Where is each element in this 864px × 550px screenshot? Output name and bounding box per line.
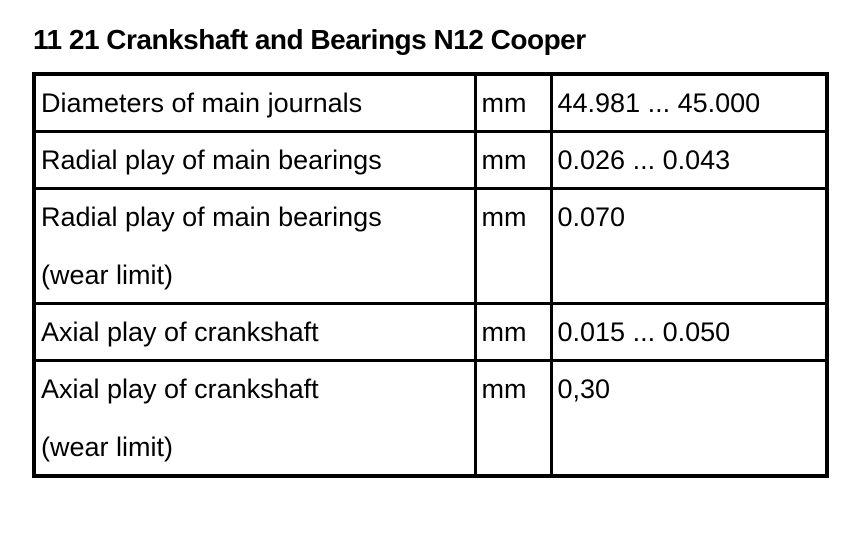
table-row (34, 304, 827, 361)
param-label: Diameters of main journals (41, 88, 363, 118)
param-cell (34, 361, 475, 477)
value-label: 0.026 ... 0.043 (557, 145, 731, 175)
unit-cell (475, 132, 551, 189)
table-row (34, 189, 827, 304)
param-label-line2: (wear limit) (41, 432, 173, 462)
value-label: 0.015 ... 0.050 (557, 317, 731, 347)
param-label: Axial play of crankshaft (41, 374, 319, 404)
value-label: 0.070 (557, 202, 626, 232)
value-cell (551, 304, 827, 361)
spec-table (32, 72, 829, 478)
unit-label: mm (481, 374, 527, 404)
param-cell (34, 189, 475, 304)
table-row (34, 361, 827, 477)
value-label: 0,30 (557, 374, 611, 404)
param-label-line2: (wear limit) (41, 260, 173, 290)
param-cell (34, 304, 475, 361)
value-cell (551, 74, 827, 132)
param-cell (34, 74, 475, 132)
table-row (34, 74, 827, 132)
value-cell (551, 189, 827, 304)
table-row (34, 132, 827, 189)
unit-cell (475, 361, 551, 477)
value-label: 44.981 ... 45.000 (557, 88, 761, 118)
unit-label: mm (481, 88, 527, 118)
param-cell (34, 132, 475, 189)
value-cell (551, 361, 827, 477)
param-label: Axial play of crankshaft (41, 317, 319, 347)
unit-cell (475, 304, 551, 361)
value-cell (551, 132, 827, 189)
unit-label: mm (481, 202, 527, 232)
page-title: 11 21 Crankshaft and Bearings N12 Cooper (33, 24, 586, 55)
unit-label: mm (481, 317, 527, 347)
unit-cell (475, 189, 551, 304)
param-label: Radial play of main bearings (41, 145, 382, 175)
unit-label: mm (481, 145, 527, 175)
param-label: Radial play of main bearings (41, 202, 382, 232)
unit-cell (475, 74, 551, 132)
